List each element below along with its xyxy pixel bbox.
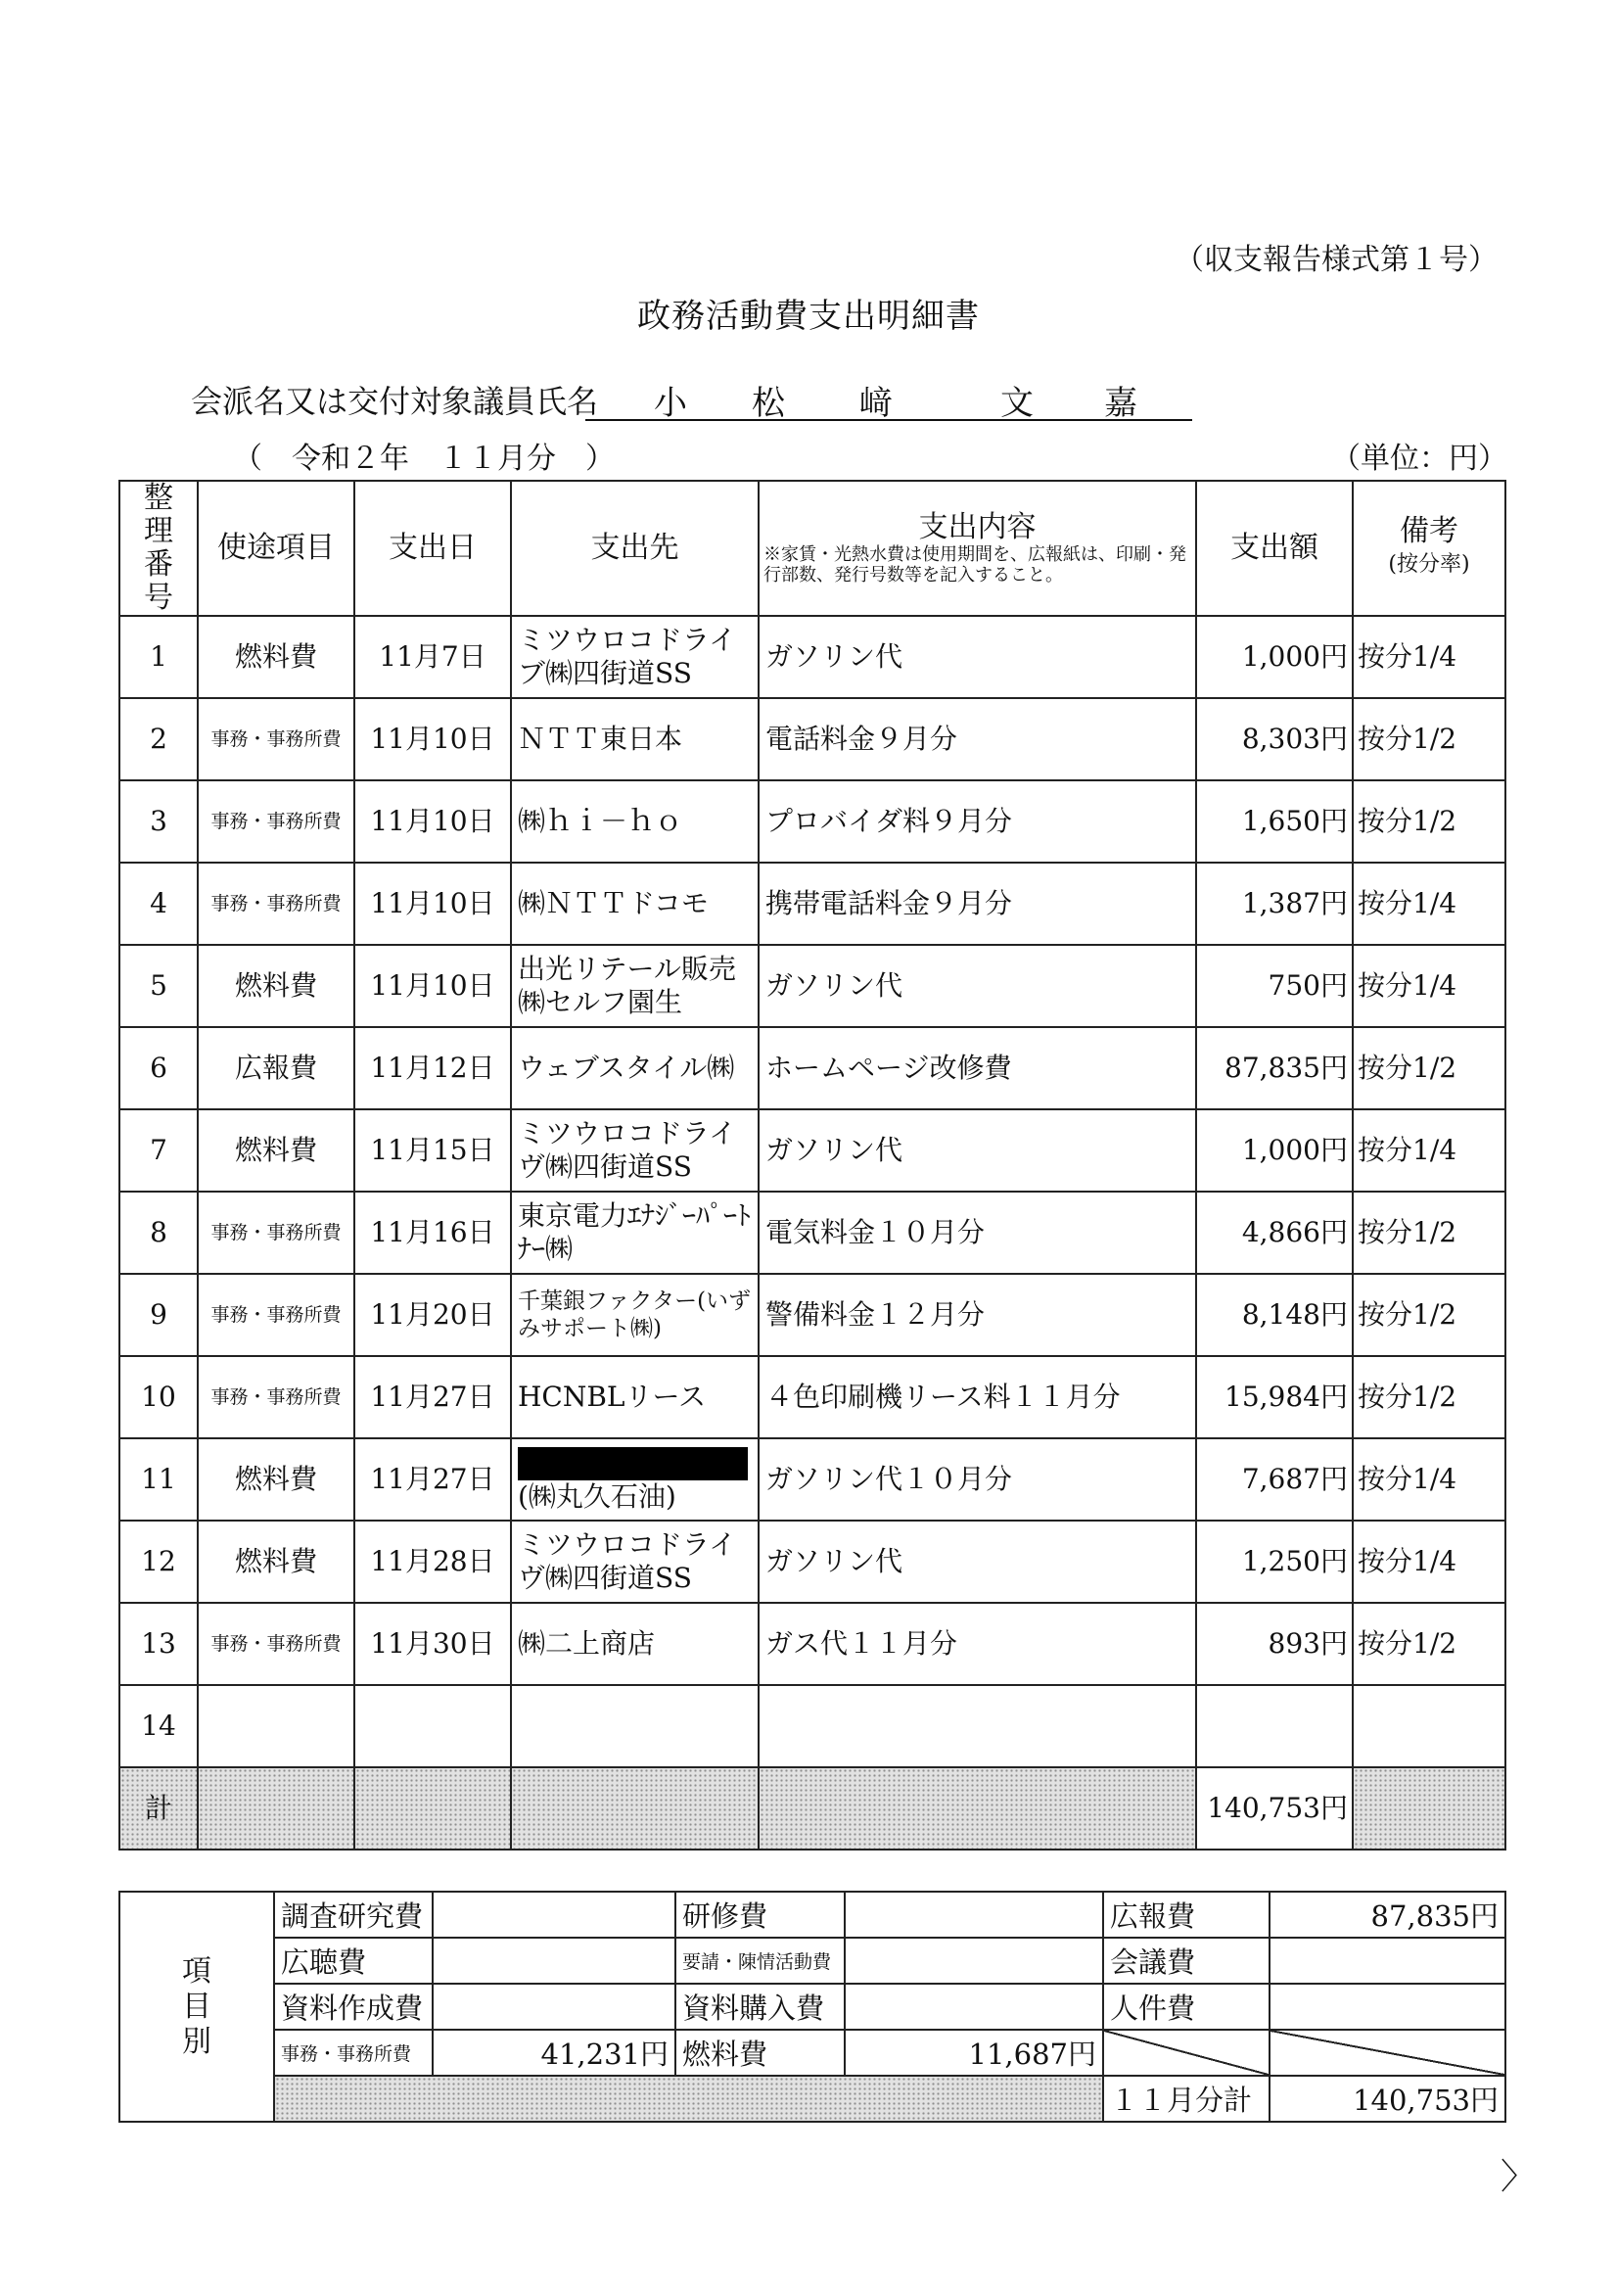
- summary-petition-value: [845, 1938, 1103, 1984]
- col-header-description-note: ※家賃・光熱水費は使用期間を、広報紙は、印刷・発行部数、発行号数等を記入すること。: [763, 544, 1186, 586]
- total-label: 計: [119, 1767, 198, 1850]
- row-date: 11月28日: [354, 1521, 511, 1603]
- row-payee: 出光リテール販売㈱セルフ園生: [511, 945, 759, 1027]
- row-payee: ミツウロコドライヴ㈱四街道SS: [511, 1109, 759, 1192]
- summary-month-total-value: 140,753円: [1270, 2076, 1505, 2122]
- row-amount: 1,000円: [1196, 1109, 1353, 1192]
- row-note: 按分1/4: [1353, 1521, 1505, 1603]
- col-header-no-label: 整理番号: [144, 481, 173, 615]
- row-category: 燃料費: [198, 1521, 354, 1603]
- summary-meeting-label: 会議費: [1103, 1938, 1270, 1984]
- row-number: 1: [119, 616, 198, 698]
- shaded-cell: [198, 1767, 354, 1850]
- row-payee: ㈱ＮＴＴドコモ: [511, 863, 759, 945]
- col-header-no: [119, 481, 198, 616]
- table-row: [119, 1438, 1505, 1521]
- row-description: ガソリン代１０月分: [759, 1438, 1196, 1521]
- table-row: [119, 945, 1505, 1027]
- row-payee: ＮＴＴ東日本: [511, 698, 759, 780]
- row-payee: ウェブスタイル㈱: [511, 1027, 759, 1109]
- row-description: ガソリン代: [759, 945, 1196, 1027]
- redaction-bar: [518, 1447, 748, 1480]
- member-name-char: 文: [1000, 384, 1034, 423]
- row-number: 12: [119, 1521, 198, 1603]
- row-number: 9: [119, 1274, 198, 1356]
- summary-office-label: 事務・事務所費: [274, 2030, 433, 2076]
- table-row: [119, 1109, 1505, 1192]
- summary-meeting-value: [1270, 1938, 1505, 1984]
- shaded-cell: [354, 1767, 511, 1850]
- row-date: 11月27日: [354, 1438, 511, 1521]
- col-header-payee: 支出先: [511, 481, 759, 616]
- row-amount: 4,866円: [1196, 1192, 1353, 1274]
- row-category: 事務・事務所費: [198, 1603, 354, 1685]
- row-description: 電気料金１０月分: [759, 1192, 1196, 1274]
- diagonal-slash-cell: [1103, 2030, 1270, 2076]
- row-number: 7: [119, 1109, 198, 1192]
- col-header-description-title: 支出内容: [918, 510, 1037, 544]
- table-row: [119, 1274, 1505, 1356]
- row-category: 事務・事務所費: [198, 1274, 354, 1356]
- row-description: [759, 1685, 1196, 1767]
- row-note: 按分1/2: [1353, 1192, 1505, 1274]
- row-payee: HCNBLリース: [511, 1356, 759, 1438]
- row-note: 按分1/4: [1353, 863, 1505, 945]
- diagonal-slash-cell: [1270, 2030, 1505, 2076]
- row-number: 2: [119, 698, 198, 780]
- row-payee: ㈱二上商店: [511, 1603, 759, 1685]
- table-row: [119, 1027, 1505, 1109]
- row-category: 広報費: [198, 1027, 354, 1109]
- row-description: 電話料金９月分: [759, 698, 1196, 780]
- row-payee: ㈱ｈｉ－ｈｏ: [511, 780, 759, 863]
- category-summary-table: [118, 1891, 1506, 2123]
- member-name-char: 﨑: [859, 384, 893, 423]
- row-description: ガス代１１月分: [759, 1603, 1196, 1685]
- row-date: 11月16日: [354, 1192, 511, 1274]
- row-note: 按分1/4: [1353, 616, 1505, 698]
- row-note: 按分1/2: [1353, 1356, 1505, 1438]
- row-date: 11月10日: [354, 780, 511, 863]
- row-note: 按分1/4: [1353, 945, 1505, 1027]
- row-date: 11月10日: [354, 698, 511, 780]
- row-category: 事務・事務所費: [198, 698, 354, 780]
- row-category: 事務・事務所費: [198, 863, 354, 945]
- col-header-amount: 支出額: [1196, 481, 1353, 616]
- summary-fuel-label: 燃料費: [675, 2030, 845, 2076]
- row-number: 10: [119, 1356, 198, 1438]
- summary-research-value: [433, 1892, 675, 1938]
- col-header-date: 支出日: [354, 481, 511, 616]
- row-date: 11月15日: [354, 1109, 511, 1192]
- row-payee-redacted: [511, 1438, 759, 1521]
- row-payee: ミツウロコドライブ㈱四街道SS: [511, 616, 759, 698]
- row-payee: ミツウロコドライヴ㈱四街道SS: [511, 1521, 759, 1603]
- row-description: ガソリン代: [759, 616, 1196, 698]
- row-note: 按分1/2: [1353, 1274, 1505, 1356]
- row-amount: 1,387円: [1196, 863, 1353, 945]
- row-category: 事務・事務所費: [198, 780, 354, 863]
- row-category: [198, 1685, 354, 1767]
- form-number: （収支報告様式第１号）: [1175, 243, 1498, 277]
- summary-materials-purchase-value: [845, 1984, 1103, 2030]
- row-description: 携帯電話料金９月分: [759, 863, 1196, 945]
- table-row: [119, 616, 1505, 698]
- row-note: 按分1/2: [1353, 1027, 1505, 1109]
- row-amount: 7,687円: [1196, 1438, 1353, 1521]
- row-date: 11月30日: [354, 1603, 511, 1685]
- row-amount: 1,650円: [1196, 780, 1353, 863]
- summary-hearing-value: [433, 1938, 675, 1984]
- row-payee: [511, 1685, 759, 1767]
- shaded-cell: [1353, 1767, 1505, 1850]
- total-amount: 140,753円: [1196, 1767, 1353, 1850]
- row-number: 8: [119, 1192, 198, 1274]
- row-amount: 87,835円: [1196, 1027, 1353, 1109]
- row-payee: (㈱丸久石油): [518, 1479, 676, 1513]
- summary-materials-making-value: [433, 1984, 675, 2030]
- unit-label: （単位：円）: [1331, 442, 1507, 476]
- row-amount: 893円: [1196, 1603, 1353, 1685]
- row-description: プロバイダ料９月分: [759, 780, 1196, 863]
- summary-materials-making-label: 資料作成費: [274, 1984, 433, 2030]
- summary-personnel-value: [1270, 1984, 1505, 2030]
- report-period: （ 令和２年 １１月分 ）: [233, 442, 615, 476]
- row-description: ホームページ改修費: [759, 1027, 1196, 1109]
- row-description: ガソリン代: [759, 1109, 1196, 1192]
- table-row: [119, 1685, 1505, 1767]
- summary-label: [119, 1892, 274, 2122]
- row-amount: 15,984円: [1196, 1356, 1353, 1438]
- table-row: [119, 1603, 1505, 1685]
- shaded-cell: [759, 1767, 1196, 1850]
- summary-hearing-label: 広聴費: [274, 1938, 433, 1984]
- row-payee: 千葉銀ファクター(いずみサポート㈱): [511, 1274, 759, 1356]
- table-row: [119, 1521, 1505, 1603]
- table-header-row: [119, 481, 1505, 616]
- table-row: [119, 1192, 1505, 1274]
- row-number: 3: [119, 780, 198, 863]
- col-header-note-sub: (按分率): [1388, 552, 1470, 577]
- row-note: [1353, 1685, 1505, 1767]
- summary-office-value: 41,231円: [433, 2030, 675, 2076]
- col-header-note: [1353, 481, 1505, 616]
- row-category: 燃料費: [198, 616, 354, 698]
- row-date: 11月7日: [354, 616, 511, 698]
- row-date: 11月10日: [354, 863, 511, 945]
- summary-petition-label: 要請・陳情活動費: [675, 1938, 845, 1984]
- total-row: [119, 1767, 1505, 1850]
- member-name-char: 嘉: [1104, 384, 1137, 423]
- table-row: [119, 780, 1505, 863]
- row-amount: 750円: [1196, 945, 1353, 1027]
- row-date: 11月10日: [354, 945, 511, 1027]
- member-name-char: 小: [654, 384, 687, 423]
- row-date: 11月20日: [354, 1274, 511, 1356]
- row-category: 燃料費: [198, 1109, 354, 1192]
- row-amount: 8,148円: [1196, 1274, 1353, 1356]
- row-amount: 1,000円: [1196, 616, 1353, 698]
- row-note: 按分1/4: [1353, 1109, 1505, 1192]
- row-description: ガソリン代: [759, 1521, 1196, 1603]
- row-date: 11月27日: [354, 1356, 511, 1438]
- shaded-cell: [511, 1767, 759, 1850]
- row-payee: 東京電力ｴﾅｼﾞｰﾊﾟｰﾄﾅｰ㈱: [511, 1192, 759, 1274]
- row-description: ４色印刷機リース料１１月分: [759, 1356, 1196, 1438]
- member-name-char: 松: [752, 384, 785, 423]
- row-category: 燃料費: [198, 1438, 354, 1521]
- summary-training-label: 研修費: [675, 1892, 845, 1938]
- document-title: 政務活動費支出明細書: [637, 297, 980, 336]
- summary-research-label: 調査研究費: [274, 1892, 433, 1938]
- page-corner-mark: 〉: [1501, 2157, 1537, 2197]
- summary-pr-label: 広報費: [1103, 1892, 1270, 1938]
- row-note: 按分1/2: [1353, 1603, 1505, 1685]
- row-note: 按分1/2: [1353, 780, 1505, 863]
- table-row: [119, 698, 1505, 780]
- summary-training-value: [845, 1892, 1103, 1938]
- col-header-note-title: 備考: [1400, 514, 1458, 548]
- table-row: [119, 1356, 1505, 1438]
- shaded-cell: [274, 2076, 1103, 2122]
- row-number: 13: [119, 1603, 198, 1685]
- row-number: 6: [119, 1027, 198, 1109]
- row-date: 11月12日: [354, 1027, 511, 1109]
- table-row: [119, 863, 1505, 945]
- row-date: [354, 1685, 511, 1767]
- row-number: 14: [119, 1685, 198, 1767]
- row-category: 事務・事務所費: [198, 1192, 354, 1274]
- summary-personnel-label: 人件費: [1103, 1984, 1270, 2030]
- row-category: 燃料費: [198, 945, 354, 1027]
- row-note: 按分1/4: [1353, 1438, 1505, 1521]
- row-note: 按分1/2: [1353, 698, 1505, 780]
- row-description: 警備料金１２月分: [759, 1274, 1196, 1356]
- summary-label-text: 項目別: [182, 1953, 211, 2059]
- row-category: 事務・事務所費: [198, 1356, 354, 1438]
- row-number: 4: [119, 863, 198, 945]
- col-header-category: 使途項目: [198, 481, 354, 616]
- summary-materials-purchase-label: 資料購入費: [675, 1984, 845, 2030]
- col-header-description: [759, 481, 1196, 616]
- row-number: 5: [119, 945, 198, 1027]
- summary-month-total-label: １１月分計: [1103, 2076, 1270, 2122]
- row-amount: 8,303円: [1196, 698, 1353, 780]
- member-name-label: 会派名又は交付対象議員氏名: [191, 383, 599, 420]
- row-amount: [1196, 1685, 1353, 1767]
- summary-pr-value: 87,835円: [1270, 1892, 1505, 1938]
- expense-table: [118, 480, 1506, 1851]
- row-number: 11: [119, 1438, 198, 1521]
- summary-fuel-value: 11,687円: [845, 2030, 1103, 2076]
- row-amount: 1,250円: [1196, 1521, 1353, 1603]
